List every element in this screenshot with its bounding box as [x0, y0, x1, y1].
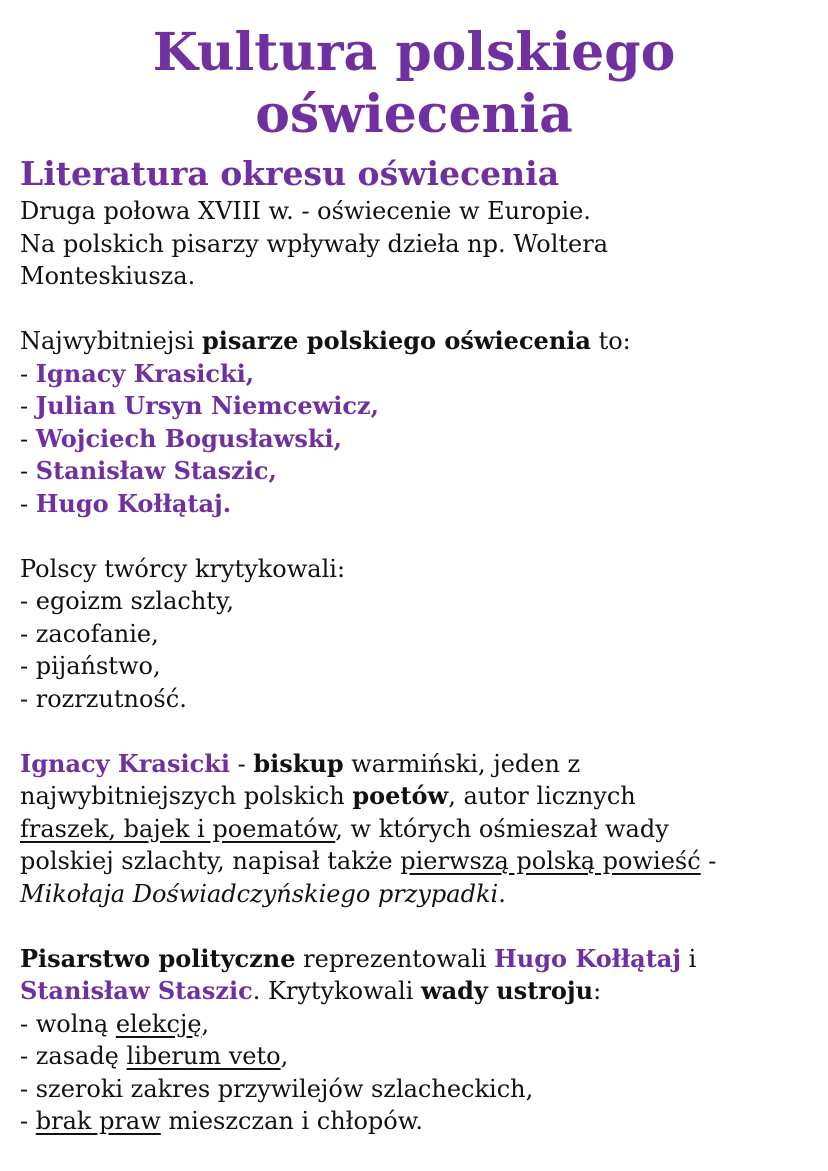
spacer — [20, 293, 820, 326]
krasicki-name: Ignacy Krasicki — [20, 748, 230, 778]
politics-line-2: Stanisław Staszic. Krytykowali wady ustroju: — [20, 976, 602, 1005]
writer-item: - Stanisław Staszic, — [20, 456, 277, 485]
spacer — [20, 715, 820, 748]
krasicki-line-1: Ignacy Krasicki - biskup warmiński, jeden z — [20, 748, 581, 778]
politics-item: - szeroki zakres przywilejów szlacheckich, — [20, 1074, 534, 1103]
writer-item: - Ignacy Krasicki, — [20, 358, 255, 388]
intro-line-2: Na polskich pisarzy wpływały dzieła np. Woltera — [20, 229, 608, 258]
spacer — [20, 520, 820, 553]
intro-line-1: Druga połowa XVIII w. - oświecenie w Europie. — [20, 197, 591, 225]
writers-intro-bold: pisarze polskiego oświecenia — [201, 326, 591, 355]
politics-line-1: Pisarstwo polityczne reprezentowali Hugo Kołłątaj i — [20, 943, 697, 973]
critique-intro: Polscy twórcy krytykowali: — [20, 554, 346, 583]
critique-item: - zacofanie, — [20, 619, 159, 648]
krasicki-line-3: fraszek, bajek i poematów, w których ośmieszał wady — [20, 814, 669, 843]
writer-item: - Wojciech Bogusławski, — [20, 423, 342, 453]
critique-item: - rozrzutność. — [20, 684, 187, 713]
politics-item: - wolną elekcję, — [20, 1009, 210, 1038]
document-body — [20, 195, 820, 1138]
page-title — [0, 22, 828, 146]
section-heading: Literatura okresu oświecenia — [20, 154, 560, 193]
krasicki-line-4: polskiej szlachty, napisał także pierwszą polską powieść - — [20, 847, 717, 875]
intro-line-3: Monteskiusza. — [20, 262, 196, 290]
krasicki-line-2: najwybitniejszych polskich poetów, autor licznych — [20, 781, 636, 810]
krasicki-line-5: Mikołaja Doświadczyńskiego przypadki. — [20, 879, 506, 908]
politics-item: - zasadę liberum veto, — [20, 1042, 289, 1070]
critique-item: - pijaństwo, — [20, 652, 161, 680]
spacer — [20, 910, 820, 943]
writer-item: - Julian Ursyn Niemcewicz, — [20, 391, 379, 420]
novel-title: Mikołaja Doświadczyńskiego przypadki — [20, 879, 499, 908]
writer-item: - Hugo Kołłątaj. — [20, 488, 232, 518]
politics-item: - brak praw mieszczan i chłopów. — [20, 1107, 424, 1135]
title-line-2: oświecenia — [255, 84, 573, 145]
title-line-1: Kultura polskiego — [152, 22, 676, 83]
writers-intro: Najwybitniejsi pisarze polskiego oświecenia to: — [20, 326, 631, 355]
critique-item: - egoizm szlachty, — [20, 587, 234, 615]
